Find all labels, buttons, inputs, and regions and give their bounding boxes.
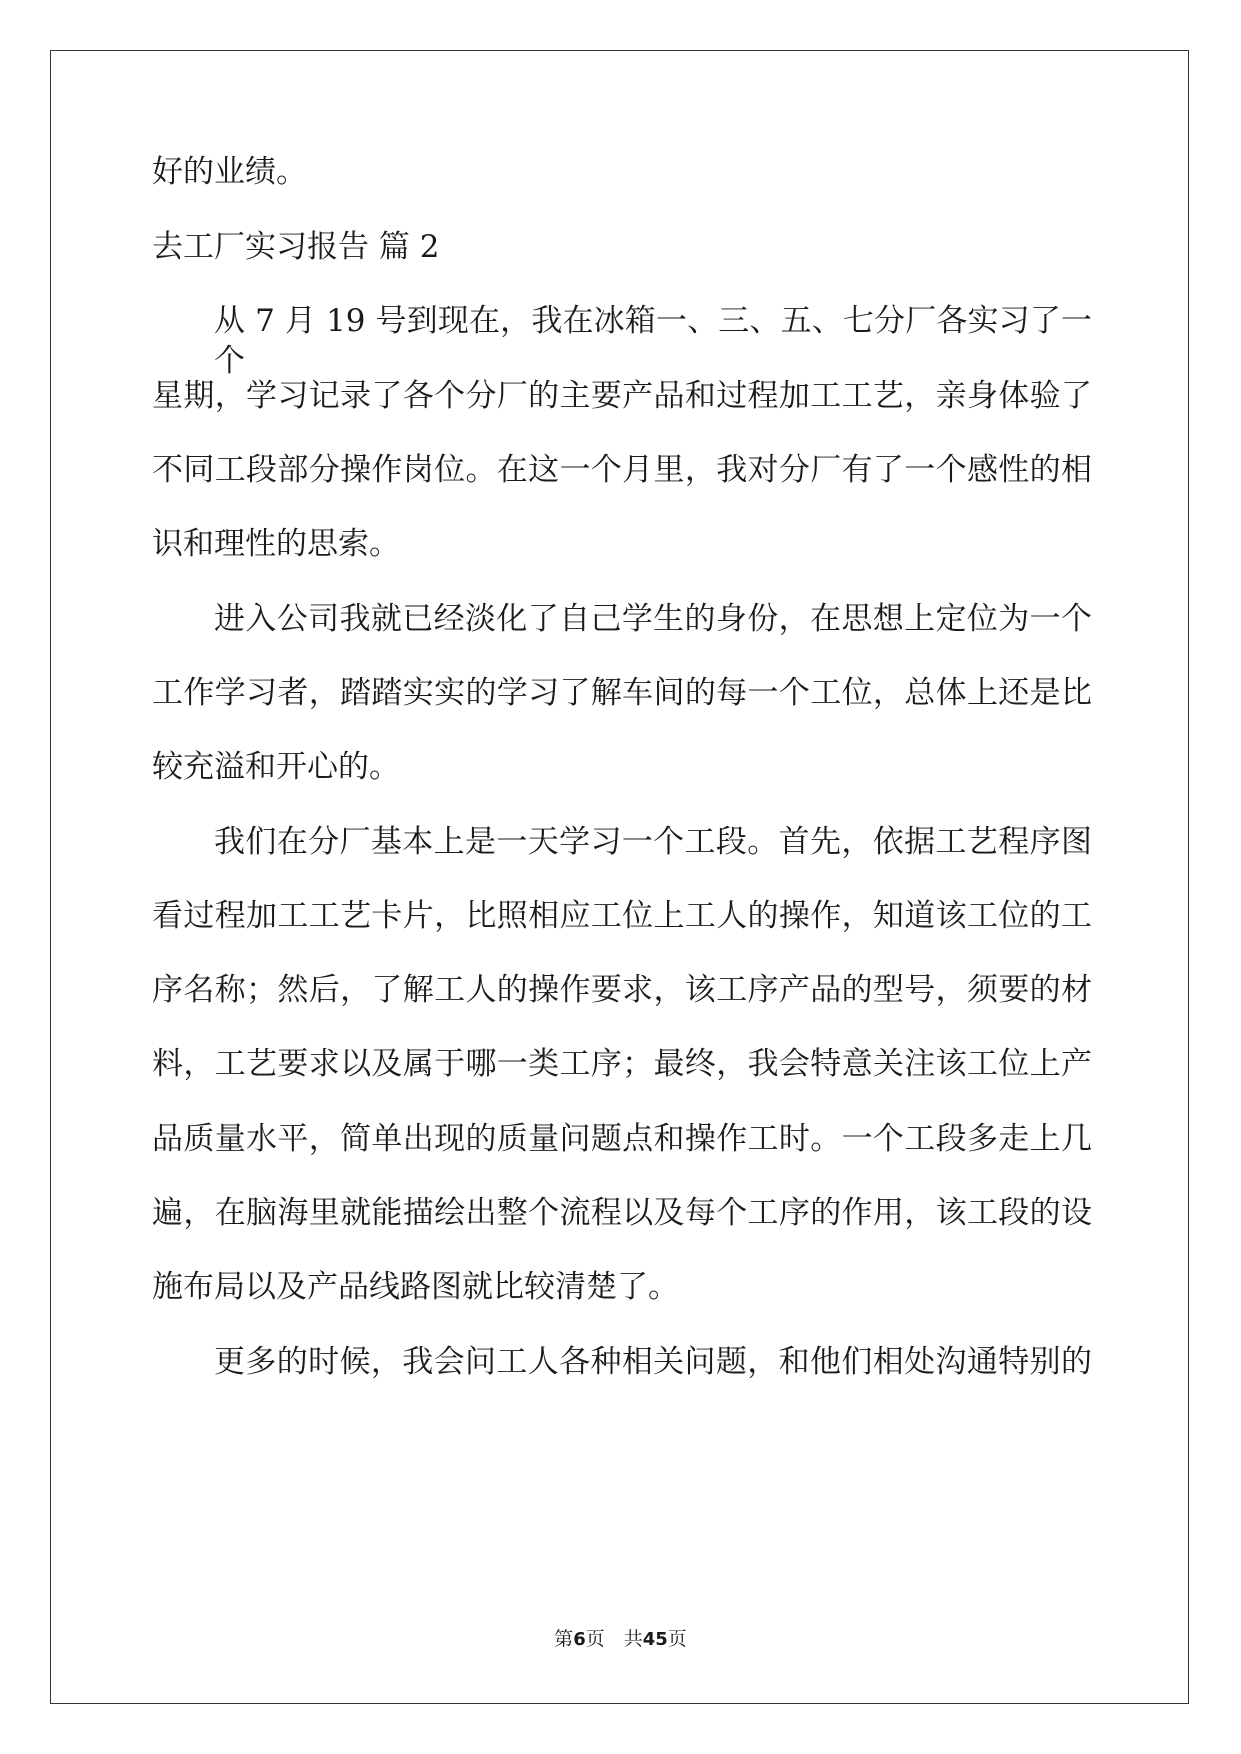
text-line: 较充溢和开心的。: [152, 749, 400, 785]
text-line: 识和理性的思索。: [152, 526, 400, 562]
text-line: 星期，学习记录了各个分厂的主要产品和过程加工工艺，亲身体验了: [152, 378, 1092, 414]
text-line: 料，工艺要求以及属于哪一类工序；最终，我会特意关注该工位上产: [152, 1046, 1092, 1082]
text-line: 从 7 月 19 号到现在，我在冰箱一、三、五、七分厂各实习了一个: [214, 303, 1092, 379]
footer-mid: 页 共: [585, 1628, 643, 1650]
text-line: 更多的时候，我会问工人各种相关问题，和他们相处沟通特别的: [214, 1344, 1092, 1380]
page-border: [50, 50, 1189, 1704]
text-line: 进入公司我就已经淡化了自己学生的身份，在思想上定位为一个: [214, 601, 1092, 637]
text-line: 遍，在脑海里就能描绘出整个流程以及每个工序的作用，该工段的设: [152, 1195, 1092, 1231]
text-line: 序名称；然后，了解工人的操作要求，该工序产品的型号，须要的材: [152, 972, 1092, 1008]
total-page-count: 45: [642, 1629, 668, 1650]
footer-prefix: 第: [554, 1628, 574, 1650]
text-line: 不同工段部分操作岗位。在这一个月里，我对分厂有了一个感性的相: [152, 452, 1092, 488]
section-heading: 去工厂实习报告 篇 2: [152, 229, 440, 265]
current-page-number: 6: [573, 1629, 586, 1650]
page-footer: [0, 1627, 1241, 1652]
text-line: 我们在分厂基本上是一天学习一个工段。首先，依据工艺程序图: [214, 824, 1092, 860]
text-line: 好的业绩。: [152, 154, 307, 190]
text-line: 施布局以及产品线路图就比较清楚了。: [152, 1269, 679, 1305]
footer-suffix: 页: [667, 1628, 687, 1650]
text-line: 工作学习者，踏踏实实的学习了解车间的每一个工位，总体上还是比: [152, 675, 1092, 711]
text-line: 看过程加工工艺卡片，比照相应工位上工人的操作，知道该工位的工: [152, 898, 1092, 934]
text-line: 品质量水平，简单出现的质量问题点和操作工时。一个工段多走上几: [152, 1121, 1092, 1157]
